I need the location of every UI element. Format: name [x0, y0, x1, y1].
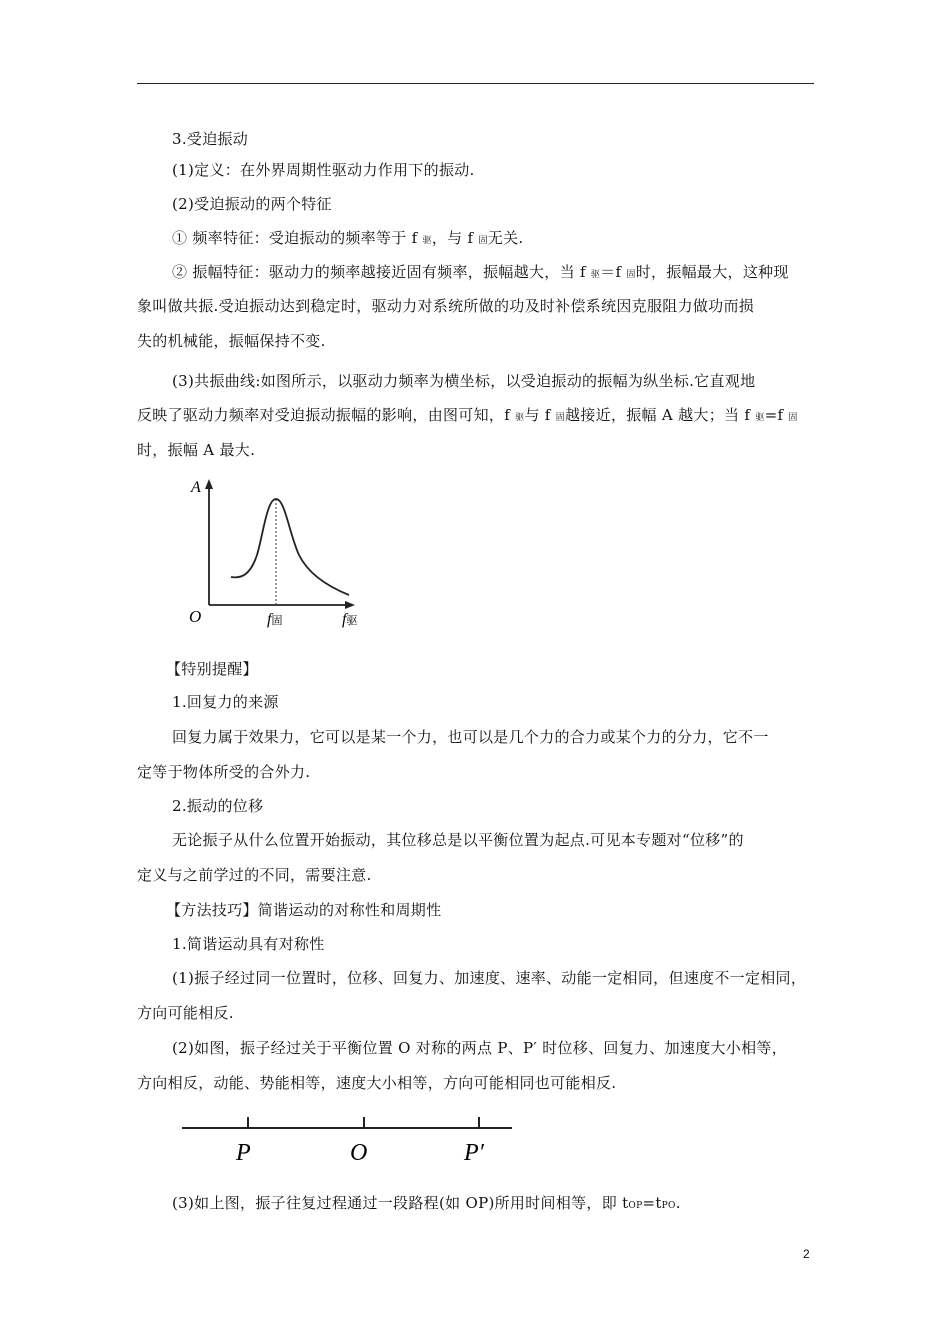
symmetry-point1-line2: 方向可能相反.: [137, 1004, 234, 1022]
symmetry-point1-line1: (1)振子经过同一位置时，位移、回复力、加速度、速率、动能一定相同，但速度不一定相同，: [172, 969, 807, 987]
reminder-heading: 【特别提醒】: [166, 660, 258, 678]
reminder-item1-title: 1.回复力的来源: [172, 693, 279, 711]
method-heading: 【方法技巧】简谐运动的对称性和周期性: [166, 901, 442, 919]
symmetry-point2-line2: 方向相反，动能、势能相等，速度大小相等，方向可能相同也可能相反.: [137, 1074, 617, 1092]
reminder-item1-line1: 回复力属于效果力，它可以是某一个力，也可以是几个力的合力或某个力的分力，它不一: [172, 728, 769, 746]
amplitude-feature-line2: 象叫做共振.受迫振动达到稳定时，驱动力对系统所做的功及时补偿系统因克服阻力做功而损: [137, 297, 755, 315]
amplitude-feature-line1: ② 振幅特征：驱动力的频率越接近固有频率，振幅越大，当 f 驱＝f 固时，振幅最大，这种现: [172, 263, 789, 281]
resonance-line3: 时，振幅 A 最大.: [137, 441, 256, 459]
resonance-curve-figure: [185, 475, 370, 635]
origin-label: O: [189, 607, 202, 626]
frequency-feature-text: ① 频率特征：受迫振动的频率等于 f 驱，与 f 固无关.: [172, 229, 524, 247]
label-o: O: [350, 1140, 368, 1166]
natural-frequency-label: f固: [267, 611, 283, 628]
resonance-curve: [231, 499, 349, 595]
driving-frequency-label: f驱: [342, 611, 358, 628]
y-axis-arrow: [205, 479, 213, 489]
reminder-item2-line1: 无论振子从什么位置开始振动，其位移总是以平衡位置为起点.可见本专题对“位移”的: [172, 831, 744, 849]
reminder-item1-line2: 定等于物体所受的合外力.: [137, 763, 311, 781]
header-rule: [137, 83, 814, 84]
definition-text: (1)定义：在外界周期性驱动力作用下的振动.: [172, 161, 475, 179]
resonance-line2: 反映了驱动力频率对受迫振动振幅的影响，由图可知，f 驱与 f 固越接近，振幅 A 越大；当 f 驱=f 固: [137, 406, 798, 424]
resonance-line1: (3)共振曲线:如图所示，以驱动力频率为横坐标，以受迫振动的振幅为纵坐标.它直观地: [172, 372, 756, 390]
symmetry-title: 1.简谐运动具有对称性: [172, 935, 325, 953]
section-title: 3.受迫振动: [172, 130, 249, 148]
x-axis-arrow: [345, 601, 355, 609]
reminder-item2-title: 2.振动的位移: [172, 797, 264, 815]
symmetry-point2-line1: (2)如图，振子经过关于平衡位置 O 对称的两点 P、P′ 时位移、回复力、加速度大小相等，: [172, 1039, 788, 1057]
symmetry-point3-text: (3)如上图，振子往复过程通过一段路程(如 OP)所用时间相等，即 tOP=tPO.: [172, 1194, 681, 1212]
page-number: 2: [803, 1247, 810, 1261]
two-features-text: (2)受迫振动的两个特征: [172, 195, 332, 213]
label-p-prime: P′: [464, 1140, 484, 1166]
y-axis-label: A: [191, 479, 201, 496]
reminder-item2-line2: 定义与之前学过的不同，需要注意.: [137, 866, 372, 884]
amplitude-feature-line3: 失的机械能，振幅保持不变.: [137, 332, 326, 350]
symmetric-points-figure: [180, 1110, 515, 1170]
label-p: P: [236, 1140, 251, 1166]
